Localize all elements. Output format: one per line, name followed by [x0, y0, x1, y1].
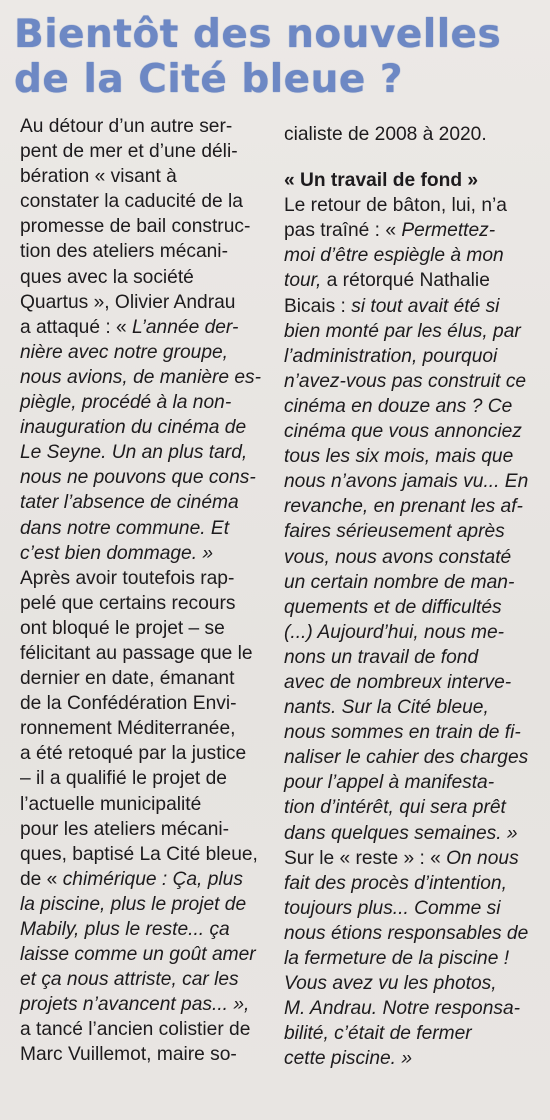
- body-text-line: a tancé l’ancien colistier de: [20, 1019, 251, 1041]
- body-text-line: – il a qualifié le projet de: [20, 768, 227, 790]
- body-text-line: quements et de difficultés: [284, 596, 502, 618]
- body-text-line: pent de mer et d’une déli-: [20, 141, 238, 163]
- body-text-line: constater la caducité de la: [20, 191, 243, 213]
- body-text-line: dans notre commune. Et: [20, 517, 230, 539]
- body-text-line: bilité, c’était de fermer: [284, 1023, 472, 1045]
- body-text-line: cinéma que vous annonciez: [284, 421, 522, 443]
- body-text-line: projets n’avancent pas... »,: [20, 994, 250, 1016]
- body-text-line: tion d’intérêt, qui sera prêt: [284, 797, 506, 819]
- body-text-line: ques, baptisé La Cité bleue,: [20, 843, 258, 865]
- headline-line: de la Cité bleue ?: [14, 57, 404, 102]
- body-text-line: a été retoqué par la justice: [20, 743, 247, 765]
- body-text-line: bien monté par les élus, par: [284, 320, 521, 342]
- body-text-line: ronnement Méditerranée,: [20, 718, 236, 740]
- body-text-line: la fermeture de la piscine !: [284, 948, 510, 969]
- body-text-line: nière avec notre groupe,: [20, 341, 228, 363]
- body-text-line: pour les ateliers mécani-: [20, 818, 230, 840]
- body-text-line: nous sommes en train de fi-: [284, 722, 521, 744]
- body-text-line: n’avez-vous pas construit ce: [284, 370, 527, 392]
- body-text-line: nons un travail de fond: [284, 646, 479, 668]
- body-text-line: nants. Sur la Cité bleue,: [284, 697, 489, 719]
- body-text-line: pas traîné : « Permettez-: [284, 220, 496, 242]
- article-headline: [14, 12, 534, 102]
- body-text-line: Bicais : si tout avait été si: [284, 295, 500, 317]
- body-text-line: Marc Vuillemot, maire so-: [20, 1044, 237, 1066]
- body-text-line: ques avec la société: [20, 266, 194, 288]
- body-text-line: nous n’avons jamais vu... En: [284, 471, 529, 493]
- body-text-line: Vous avez vu les photos,: [284, 973, 497, 995]
- body-text-line: fait des procès d’intention,: [284, 872, 507, 894]
- body-text-line: tour, a rétorqué Nathalie: [284, 270, 490, 292]
- body-text-line: Mabily, plus le reste... ça: [20, 919, 230, 940]
- body-text-line: faires sérieusement après: [284, 521, 505, 543]
- article-column-right: [284, 122, 540, 1071]
- body-text-line: cialiste de 2008 à 2020.: [284, 124, 487, 145]
- body-text-line: pelé que certains recours: [20, 592, 236, 614]
- body-text-line: cinéma en douze ans ? Ce: [284, 395, 513, 417]
- body-text-line: Le retour de bâton, lui, n’a: [284, 195, 507, 217]
- paragraph-gap: [284, 147, 540, 168]
- right-body-lines: [284, 193, 540, 1071]
- body-text-line: Le Seyne. Un an plus tard,: [20, 442, 248, 464]
- body-text-line: la piscine, plus le projet de: [20, 893, 247, 915]
- body-text-line: nous avions, de manière es-: [20, 366, 262, 388]
- body-text-line: ont bloqué le projet – se: [20, 617, 225, 639]
- body-text-line: de la Confédération Envi-: [20, 693, 237, 715]
- body-text-line: Au détour d’un autre ser-: [20, 116, 233, 137]
- body-text-line: toujours plus... Comme si: [284, 897, 501, 919]
- body-text-line: c’est bien dommage. »: [20, 542, 214, 564]
- body-text-line: tater l’absence de cinéma: [20, 492, 239, 514]
- body-text-line: laisse comme un goût amer: [20, 944, 256, 966]
- subheading: « Un travail de fond »: [284, 170, 479, 192]
- body-text-line: Quartus », Olivier Andrau: [20, 291, 236, 313]
- body-text-line: naliser le cahier des charges: [284, 747, 529, 769]
- body-text-line: bération « visant à: [20, 166, 177, 188]
- body-text-line: dans quelques semaines. »: [284, 822, 518, 844]
- body-text-line: l’actuelle municipalité: [20, 793, 202, 815]
- body-text-line: (...) Aujourd’hui, nous me-: [284, 621, 505, 643]
- body-text-line: piègle, procédé à la non-: [20, 392, 232, 414]
- body-text-line: cette piscine. »: [284, 1048, 412, 1070]
- body-text-line: revanche, en prenant les af-: [284, 496, 523, 518]
- body-text-line: tous les six mois, mais que: [284, 446, 514, 468]
- body-text-line: l’administration, pourquoi: [284, 345, 498, 367]
- body-text-line: félicitant au passage que le: [20, 642, 253, 664]
- body-text-line: a attaqué : « L’année der-: [20, 316, 239, 338]
- body-text-line: dernier en date, émanant: [20, 668, 235, 690]
- body-text-line: et ça nous attriste, car les: [20, 969, 239, 991]
- body-text-line: avec de nombreux interve-: [284, 671, 512, 693]
- body-text-line: moi d’être espiègle à mon: [284, 245, 504, 267]
- body-text-line: Après avoir toutefois rap-: [20, 567, 235, 589]
- body-text-line: nous ne pouvons que cons-: [20, 467, 256, 489]
- body-text-line: inauguration du cinéma de: [20, 417, 247, 439]
- article-column-left: [20, 114, 260, 1068]
- body-text-line: Sur le « reste » : « On nous: [284, 847, 519, 869]
- body-text-line: promesse de bail construc-: [20, 216, 251, 238]
- body-text-line: nous étions responsables de: [284, 922, 529, 944]
- headline-line: Bientôt des nouvelles: [14, 12, 502, 57]
- body-text-line: M. Andrau. Notre responsa-: [284, 998, 521, 1020]
- body-text-line: pour l’appel à manifesta-: [284, 772, 495, 794]
- body-text-line: tion des ateliers mécani-: [20, 241, 228, 263]
- body-text-line: un certain nombre de man-: [284, 571, 515, 593]
- body-text-line: de « chimérique : Ça, plus: [20, 868, 243, 890]
- body-text-line: vous, nous avons constaté: [284, 546, 512, 568]
